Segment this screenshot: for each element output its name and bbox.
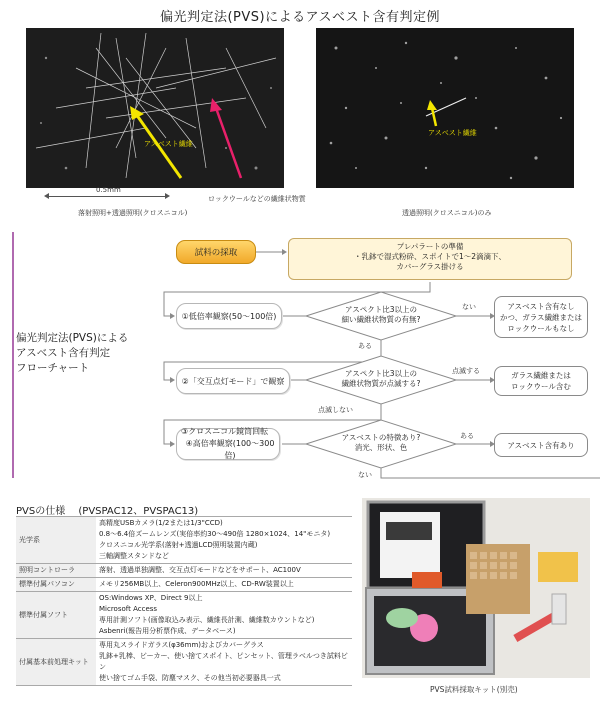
photo-left-asbestos-label: アスベスト繊維 <box>144 140 193 148</box>
step-3-box: ③クロスニコル鏡筒回転 ④高倍率観察(100～300倍) <box>176 428 280 460</box>
decision-1-text: アスペクト比3以上の 細い繊維状物質の有無? <box>341 305 421 324</box>
spec-row-optics <box>16 517 352 564</box>
decision-3-text: アスベストの特徴あり? 消光、形状、色 <box>341 433 421 452</box>
spec-value: メモリ256MB以上、Celeron900MHz以上、CD-RW装置以上 <box>96 578 352 592</box>
spec-head: 標準付属パソコン <box>16 578 96 592</box>
photo-right-asbestos-label: アスベスト繊維 <box>428 129 477 137</box>
spec-value: 専用丸スライドガラス(φ36mm)およびカバーグラス 乳鉢+乳棒、ビーカー、使い捨てスポイト、ピンセット、管理ラベルつき試料ビン 使い捨てゴム手袋、防塵マスク、その他当初必要器具一式 <box>96 639 352 686</box>
decision-2-blink-label: 点滅する <box>452 367 480 375</box>
result-2-box: ガラス繊維または ロックウール含む <box>494 366 588 396</box>
spec-head: 付属基本前処理キット <box>16 639 96 686</box>
spec-row-software <box>16 592 352 639</box>
spec-title: PVSの仕様 (PVSPAC12、PVSPAC13) <box>16 506 199 517</box>
decision-1-no-label: ない <box>462 303 476 311</box>
result-1-box: アスベスト含有なし かつ、ガラス繊維または ロックウールもなし <box>494 296 588 338</box>
kit-image <box>362 498 590 678</box>
spec-head: 光学系 <box>16 517 96 564</box>
spec-table <box>16 516 352 686</box>
flowchart-title: 偏光判定法(PVS)による アスベスト含有判定 フローチャート <box>16 332 129 374</box>
photo-right-caption: 透過照明(クロスニコル)のみ <box>402 209 492 217</box>
start-box: 試料の採取 <box>176 240 256 264</box>
spec-row-kit <box>16 639 352 686</box>
result-3-box: アスベスト含有あり <box>494 433 588 457</box>
step-2-box: ②「交互点灯モード」で観察 <box>176 368 290 394</box>
spec-head: 標準付属ソフト <box>16 592 96 639</box>
spec-head: 照明コントローラ <box>16 564 96 578</box>
scale-label: 0.5mm <box>96 186 121 194</box>
spec-value: OS:Windows XP、Direct 9以上 Microsoft Access 専用計測ソフト(画像取込み表示、繊維長計測、繊維数カウントなど) Asbenri(報告用分析票作成、データベース) <box>96 592 352 639</box>
photo-left-caption: 落射照明+透過照明(クロスニコル) <box>78 209 188 217</box>
spec-value: 高精度USBカメラ(1/2または1/3"CCD) 0.8～6.4倍ズームレンズ(実倍率約30～490倍 1280×1024、14"モニタ) クロスニコル光学系(落射+透過LCD照明装置内蔵) 三軸調整スタンドなど <box>96 517 352 564</box>
page-title: 偏光判定法(PVS)によるアスベスト含有判定例 <box>159 10 441 25</box>
kit-photo <box>362 498 590 678</box>
decision-1-yes-label: ある <box>358 342 372 350</box>
decision-3-yes-label: ある <box>460 432 474 440</box>
spec-value: 落射、透過単独調整、交互点灯モードなどをサポート、AC100V <box>96 564 352 578</box>
kit-caption: PVS試料採取キット(別売) <box>430 685 518 694</box>
spec-row-light <box>16 564 352 578</box>
photo-left-rockwool-label: ロックウールなどの繊維状物質 <box>208 195 306 203</box>
step-1-box: ①低倍率観察(50～100倍) <box>176 303 282 329</box>
decision-3-no-label: ない <box>358 471 372 479</box>
decision-2-noblink-label: 点滅しない <box>318 406 353 414</box>
prep-box: プレパラートの準備 ・乳鉢で湿式粉砕、スポイトで1～2滴滴下、 カバーグラス掛ける <box>288 238 572 280</box>
spec-row-pc <box>16 578 352 592</box>
decision-2-text: アスペクト比3以上の 繊維状物質が点滅する? <box>341 369 421 388</box>
